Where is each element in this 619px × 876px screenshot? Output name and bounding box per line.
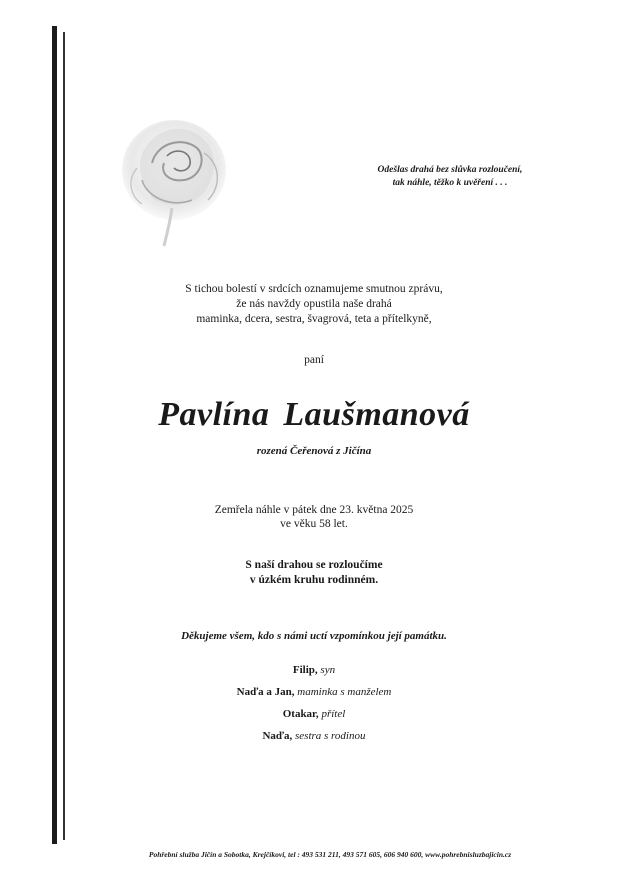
- intro-line-2: že nás navždy opustila naše drahá: [236, 298, 392, 310]
- mourner-name: Naďa,: [262, 730, 293, 742]
- mourner-relation: syn: [320, 664, 336, 676]
- intro-line-1: S tichou bolestí v srdcích oznamujeme smutnou zprávu,: [185, 283, 443, 295]
- quote: [340, 164, 560, 190]
- mourner-row: [64, 703, 564, 725]
- title-word: paní: [304, 354, 324, 366]
- mourner-relation: sestra s rodinou: [295, 730, 366, 742]
- funeral-service-footer: Pohřební služba Jičín a Sobotka, Krejčíkovi, tel : 493 531 211, 493 571 605, 606 940 600, www.pohrebnisluzbajicin.cz: [148, 850, 512, 859]
- rose-icon: [112, 108, 242, 248]
- farewell-line-2: v úzkém kruhu rodinném.: [249, 574, 379, 586]
- intro-line-3: maminka, dcera, sestra, švagrová, teta a přítelkyně,: [196, 313, 432, 325]
- death-line-1: Zemřela náhle v pátek dne 23. května 2025: [214, 504, 414, 516]
- maiden-name: rozená Čeřenová z Jičína: [256, 445, 372, 457]
- farewell-info: [64, 558, 564, 588]
- mourner-relation: maminka s manželem: [297, 686, 392, 698]
- deceased-name: [64, 396, 564, 434]
- mourner-row: [64, 681, 564, 703]
- thanks-line: Děkujeme všem, kdo s námi uctí vzpomínkou její památku.: [181, 630, 447, 642]
- mourners-list: [64, 659, 564, 747]
- mourner-row: [64, 659, 564, 681]
- first-name: Pavlína: [158, 396, 270, 433]
- mourner-name: Naďa a Jan,: [236, 686, 295, 698]
- quote-line-2: tak náhle, těžko k uvěření . . .: [392, 178, 508, 188]
- mourner-name: Otakar,: [282, 708, 319, 720]
- death-info: [64, 503, 564, 531]
- mourning-border-thick: [52, 26, 57, 844]
- farewell-line-1: S naší drahou se rozloučíme: [245, 559, 383, 571]
- quote-line-1: Odešlas drahá bez slůvka rozloučení,: [377, 165, 523, 175]
- mourner-relation: přítel: [321, 708, 346, 720]
- death-line-2: ve věku 58 let.: [280, 518, 348, 530]
- mourner-row: [64, 725, 564, 747]
- mourner-name: Filip,: [292, 664, 318, 676]
- last-name: Laušmanová: [283, 396, 470, 433]
- announcement-intro: [64, 282, 564, 327]
